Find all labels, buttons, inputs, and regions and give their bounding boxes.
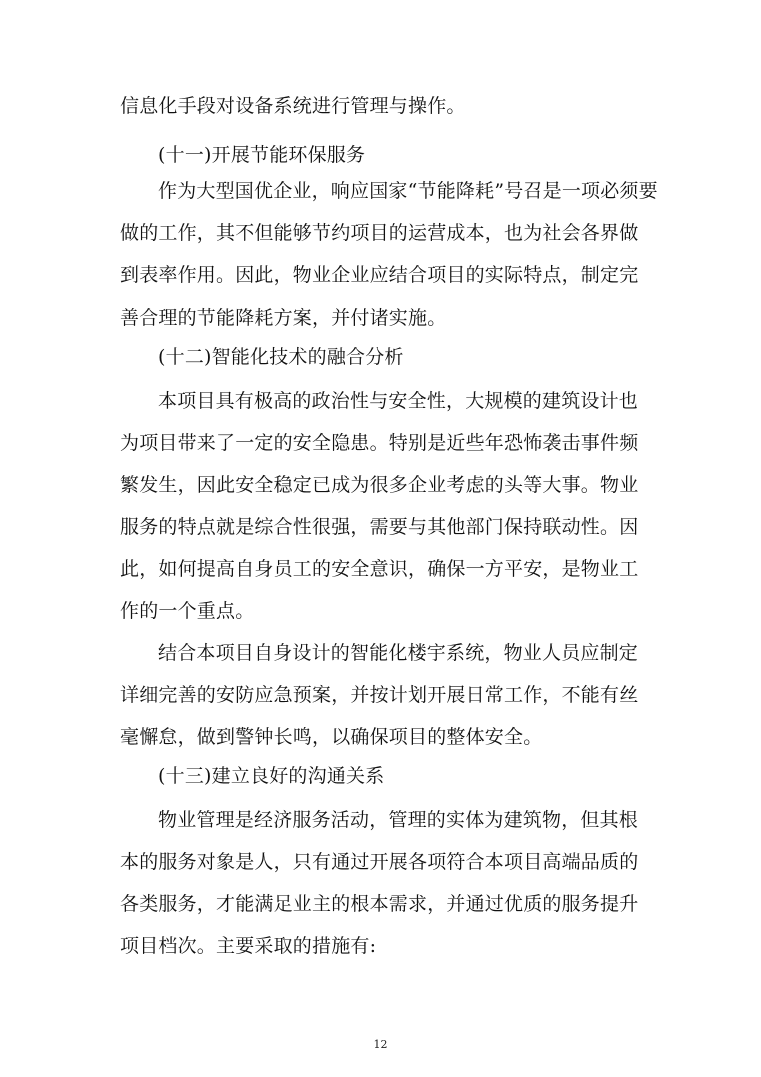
section-heading: (十三)建立良好的沟通关系 [158,765,385,787]
text-line: 作的一个重点。 [120,600,255,622]
text-line: 本项目具有极高的政治性与安全性，大规模的建筑设计也 [158,390,639,412]
text-line: 详细完善的安防应急预案，并按计划开展日常工作，不能有丝 [120,684,639,706]
text-line: 为项目带来了一定的安全隐患。特别是近些年恐怖袭击事件频 [120,432,639,454]
text-line: 信息化手段对设备系统进行管理与操作。 [120,95,466,117]
section-heading: (十二)智能化技术的融合分析 [158,346,404,368]
page-number: 12 [373,1038,388,1051]
text-line: 毫懈怠，做到警钟长鸣，以确保项目的整体安全。 [120,726,543,748]
text-line: 本的服务对象是人，只有通过开展各项符合本项目高端品质的 [120,851,639,873]
text-line: 各类服务，才能满足业主的根本需求，并通过优质的服务提升 [120,893,639,915]
text-line: 繁发生，因此安全稳定已成为很多企业考虑的头等大事。物业 [120,474,639,496]
text-line: 做的工作，其不但能够节约项目的运营成本，也为社会各界做 [120,222,639,244]
text-line: 到表率作用。因此，物业企业应结合项目的实际特点，制定完 [120,264,639,286]
text-line: 善合理的节能降耗方案，并付诸实施。 [120,307,447,329]
text-line: 作为大型国优企业，响应国家“节能降耗”号召是一项必须要 [158,180,658,202]
text-line: 服务的特点就是综合性很强，需要与其他部门保持联动性。因 [120,516,639,538]
text-line: 项目档次。主要采取的措施有: [120,935,377,957]
text-line: 物业管理是经济服务活动，管理的实体为建筑物，但其根 [158,809,639,831]
section-heading: (十一)开展节能环保服务 [158,144,366,166]
text-line: 此，如何提高自身员工的安全意识，确保一方平安，是物业工 [120,558,639,580]
text-line: 结合本项目自身设计的智能化楼宇系统，物业人员应制定 [158,642,639,664]
